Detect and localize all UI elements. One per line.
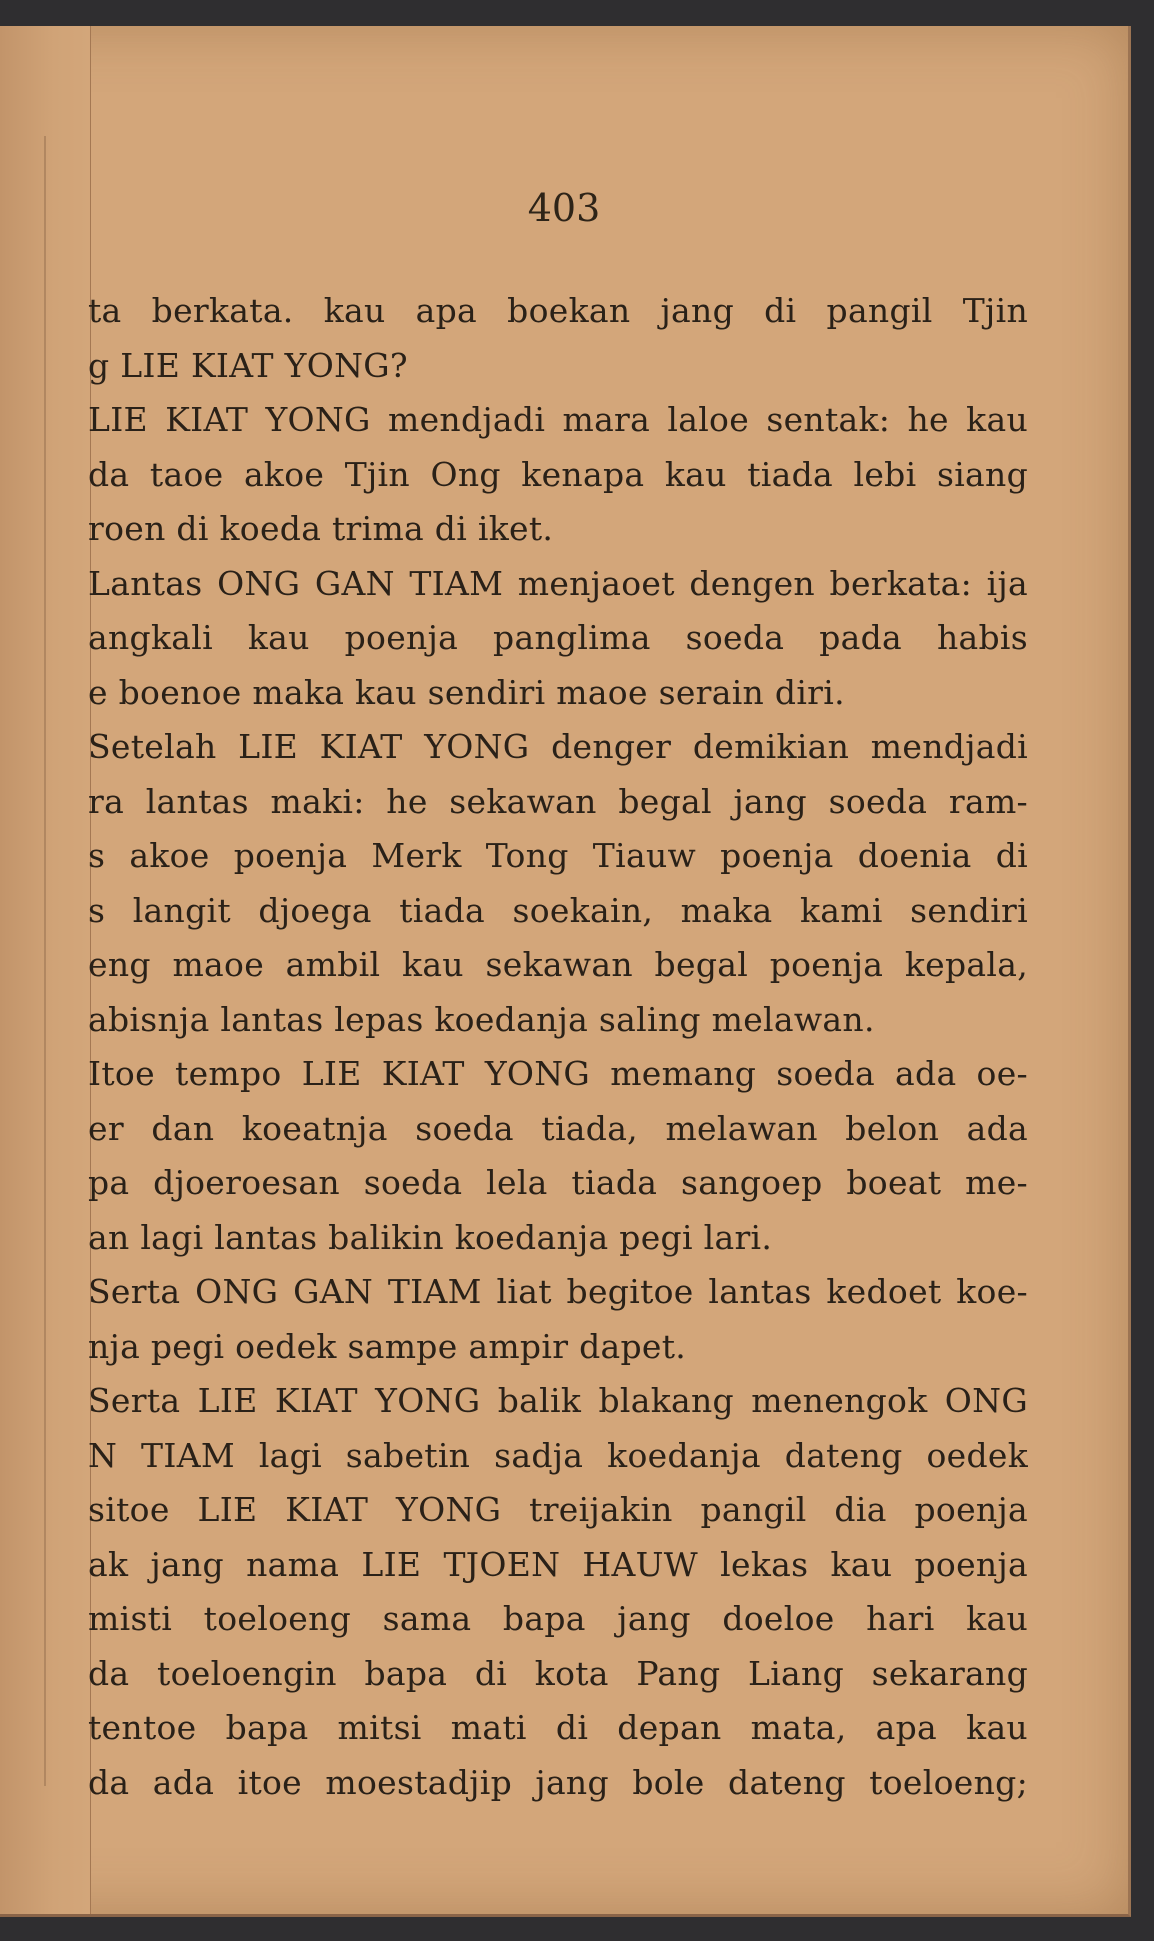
text-line: nja pegi oedek sampe ampir dapet. (88, 1326, 687, 1366)
text-line: s akoe poenja Merk Tong Tiauw poenja doenia di (88, 836, 1028, 875)
book-page (0, 26, 1131, 1917)
text-line: eng maoe ambil kau sekawan begal poenja kepala, (88, 945, 1028, 984)
text-line: g LIE KIAT YONG? (88, 345, 408, 385)
text-line: abisnja lantas lepas koedanja saling melawan. (88, 999, 875, 1039)
text-line: ra lantas maki: he sekawan begal jang soeda ram- (88, 781, 1028, 821)
text-line: da toeloengin bapa di kota Pang Liang sekarang (88, 1653, 1028, 1693)
text-line: misti toeloeng sama bapa jang doeloe hari kau (88, 1599, 1028, 1638)
binding-crease (44, 136, 46, 1786)
text-line: N TIAM lagi sabetin sadja koedanja dateng oedek (88, 1435, 1028, 1475)
text-line: Serta LIE KIAT YONG balik blakang menengok ONG (88, 1381, 1028, 1420)
text-line: tentoe bapa mitsi mati di depan mata, apa kau (88, 1708, 1028, 1747)
text-line: s langit djoega tiada soekain, maka kami sendiri (88, 890, 1028, 930)
text-line: Setelah LIE KIAT YONG denger demikian mendjadi (88, 727, 1028, 766)
text-line: sitoe LIE KIAT YONG treijakin pangil dia poenja (88, 1490, 1028, 1529)
text-line: LIE KIAT YONG mendjadi mara laloe sentak: he kau (88, 400, 1028, 439)
text-line: e boenoe maka kau sendiri maoe serain diri. (88, 672, 845, 712)
text-line: an lagi lantas balikin koedanja pegi lari. (88, 1217, 773, 1257)
text-line: da ada itoe moestadjip jang bole dateng toeloeng; (88, 1762, 1028, 1802)
text-line: er dan koeatnja soeda tiada, melawan belon ada (88, 1108, 1028, 1148)
page-number: 403 (527, 186, 601, 230)
text-line: Itoe tempo LIE KIAT YONG memang soeda ada oe- (88, 1054, 1028, 1093)
text-line: angkali kau poenja panglima soeda pada habis (88, 618, 1028, 657)
text-line: ta berkata. kau apa boekan jang di pangil Tjin (88, 291, 1028, 330)
text-line: pa djoeroesan soeda lela tiada sangoep boeat me- (88, 1163, 1028, 1202)
text-line: Serta ONG GAN TIAM liat begitoe lantas kedoet koe- (88, 1272, 1028, 1311)
text-line: da taoe akoe Tjin Ong kenapa kau tiada lebi siang (88, 454, 1028, 494)
body-text (88, 284, 1028, 1810)
text-line: ak jang nama LIE TJOEN HAUW lekas kau poenja (88, 1544, 1028, 1584)
text-line: Lantas ONG GAN TIAM menjaoet dengen berkata: ija (88, 563, 1028, 603)
text-line: roen di koeda trima di iket. (88, 509, 554, 548)
